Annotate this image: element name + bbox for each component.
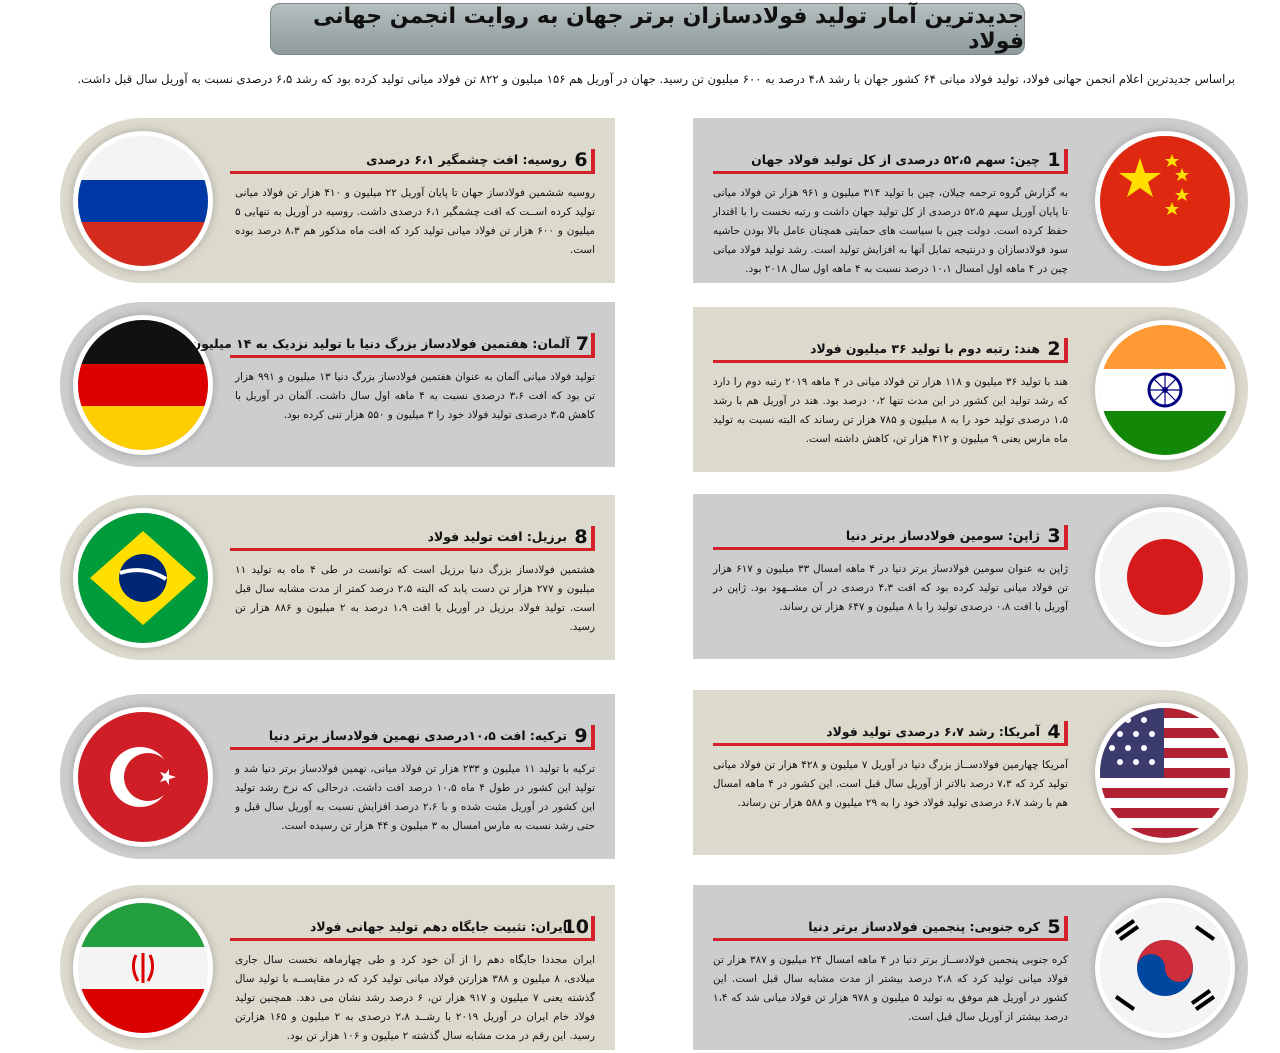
card-body: ترکیه با تولید ۱۱ میلیون و ۲۳۳ هزار تن فولاد میانی، نهمین فولادساز برتر دنیا شد و تولید این کشور در طول ۴ ماه ۱۰،۵ درصد افت داشت. درحالی که نرخ رشد تولید این کشور در آوریل مثبت شده و با ۲،۶ درصد افزایش نسبت به آوریل سال قبل و حتی رشد نسبت به مارس امسال به ۳ میلیون و ۴۴ هزار تن رسیده است. (235, 763, 596, 832)
iran-flag-icon (78, 903, 208, 1033)
card-body: هشتمین فولادساز بزرگ دنیا برزیل است که توانست در طی ۴ ماه به تولید ۱۱ میلیون و ۲۷۷ هزار تن دست یابد که البته ۲،۵ درصد کمتر از مدت مشابه سال قبل است. تولید فولاد برزیل در آوریل با افت ۱،۹ درصد به ۲ میلیون و ۸۸۶ هزار تن رسید. (235, 564, 595, 633)
china-flag-icon (1100, 136, 1230, 266)
card-header (713, 720, 1068, 746)
title-banner (270, 3, 1025, 55)
rank-number: 8 (573, 526, 595, 548)
card-headline: ژاپن: سومین فولادساز برتر دنیا (845, 528, 1040, 543)
card-headline: آلمان: هفتمین فولادساز بزرگ دنیا با تولید نزدیک به ۱۴ میلیون (190, 336, 570, 351)
card-header (230, 724, 595, 750)
card-body: کره جنوبی پنجمین فولادســاز برتر دنیا در ۴ ماهه امسال ۲۴ میلیون و ۳۸۷ هزار تن فولاد میانی تولید کرد که ۲،۸ درصد بیشتر از مدت مشابه سال قبل است. این کشور در آوریل هم موفق به تولید ۵ میلیون و ۹۷۸ هزار تن فولاد میانی شد که ۱،۴ درصد بیشتر از آوریل سال قبل است. (713, 954, 1069, 1023)
card-turkey (60, 694, 615, 859)
rank-number: 4 (1046, 721, 1068, 743)
card-headline: چین: سهم ۵۲،۵ درصدی از کل تولید فولاد جهان (751, 152, 1040, 167)
rank-number: 6 (573, 149, 595, 171)
card-headline: برزیل: افت تولید فولاد (427, 529, 567, 544)
card-header (713, 148, 1068, 174)
rank-number: 3 (1046, 525, 1068, 547)
card-headline: هند: رتبه دوم با تولید ۳۶ میلیون فولاد (810, 341, 1040, 356)
card-japan (693, 494, 1248, 659)
card-header (713, 337, 1068, 363)
korea-flag-icon (1100, 903, 1230, 1033)
card-body: روسیه ششمین فولادساز جهان تا پایان آوریل ۲۲ میلیون و ۴۱۰ هزار تن فولاد میانی تولید کرده اســت که افت چشمگیر ۶،۱ درصدی داشت. روسیه در آوریل به تنهایی ۵ میلیون و ۶۰۰ هزار تن فولاد میانی تولید کرد که افت ماه مذکور هم ۸،۳ درصد بوده است. (235, 187, 595, 256)
card-china (693, 118, 1248, 283)
usa-flag-icon (1100, 708, 1230, 838)
card-body: ایران مجددا جایگاه دهم را از آن خود کرد و طی چهارماهه نخست سال جاری میلادی، ۸ میلیون و ۳۸۸ هزارتن فولاد میانی تولید کرد که در مقایســه با تولید سال گذشته یعنی ۷ میلیون و ۹۱۷ هزار تن، ۶ درصد رشد نشان می دهد. همچنین تولید فولاد خام ایران در آوریل ۲۰۱۹ با رشــد ۲،۸ درصدی به ۲ میلیون و ۱۶۵ هزارتن رسید. این رقم در مدت مشابه سال گذشته ۲ میلیون و ۱۰۶ هزار تن بود. (235, 954, 595, 1042)
rank-number: 10 (573, 916, 595, 938)
card-headline: ایران: تثبیت جایگاه دهم تولید جهانی فولاد (310, 919, 567, 934)
card-header (190, 332, 595, 358)
card-body: آمریکا چهارمین فولادســاز بزرگ دنیا در آوریل ۷ میلیون و ۴۲۸ هزار تن فولاد میانی تولید کرد که ۷،۳ درصد بالاتر از آوریل سال قبل است. این کشور در ۴ ماهه امسال هم با رشد ۶،۷ درصدی تولید فولاد خود را به ۲۹ میلیون و ۵۸۸ هزار تن رساند. (713, 759, 1068, 809)
rank-number: 2 (1046, 338, 1068, 360)
rank-number: 1 (1046, 149, 1068, 171)
card-korea (693, 885, 1248, 1050)
card-header (713, 915, 1068, 941)
card-brazil (60, 495, 615, 660)
card-body: ژاپن به عنوان سومین فولادساز برتر دنیا در ۴ ماهه امسال ۳۳ میلیون و ۶۱۷ هزار تن فولاد میانی تولید کرده بود که افت ۴،۳ درصدی در آن مشــهود بود. ژاپن در آوریل با افت ۰،۸ درصدی تولید را با ۸ میلیون و ۶۴۷ هزار تن رساند. (713, 563, 1069, 613)
card-header (230, 148, 595, 174)
card-russia (60, 118, 615, 283)
card-header (230, 525, 595, 551)
card-germany (60, 302, 615, 467)
rank-number: 9 (573, 725, 595, 747)
card-iran (60, 885, 615, 1050)
card-header (713, 524, 1068, 550)
rank-number: 7 (576, 333, 595, 355)
card-headline: آمریکا: رشد ۶،۷ درصدی تولید فولاد (826, 724, 1040, 739)
intro-text: براساس جدیدترین اعلام انجمن جهانی فولاد، تولید فولاد میانی ۶۴ کشور جهان با رشد ۴،۸ درصد به ۶۰۰ میلیون تن رسید. جهان در آوریل هم ۱۵۶ میلیون و ۸۲۲ تن فولاد میانی تولید کرده بود که رشد ۶،۵ درصدی نسبت به آوریل سال قبل داشت. (77, 72, 1235, 86)
card-header (230, 915, 595, 941)
turkey-flag-icon (78, 712, 208, 842)
card-india (693, 307, 1248, 472)
rank-number: 5 (1046, 916, 1068, 938)
germany-flag-icon (78, 320, 208, 450)
brazil-flag-icon (78, 513, 208, 643)
page-title: جدیدترین آمار تولید فولادسازان برتر جهان به روایت انجمن جهانی فولاد (312, 4, 1024, 54)
card-body: تولید فولاد میانی آلمان به عنوان هفتمین فولادساز بزرگ دنیا ۱۳ میلیون و ۹۹۱ هزار تن بود که افت ۳،۶ درصدی نسبت به ۴ ماهه اول سال داشت. آلمان در آوریل با کاهش ۳،۵ درصدی تولید فولاد خود را ۳ میلیون و ۵۵۰ هزار تنی کرده بود. (235, 371, 596, 421)
japan-flag-icon (1100, 512, 1230, 642)
india-flag-icon (1100, 325, 1230, 455)
russia-flag-icon (78, 136, 208, 266)
card-usa (693, 690, 1248, 855)
card-headline: روسیه: افت چشمگیر ۶،۱ درصدی (366, 152, 567, 167)
card-headline: کره جنوبی: پنجمین فولادساز برتر دنیا (808, 919, 1040, 934)
card-body: هند با تولید ۳۶ میلیون و ۱۱۸ هزار تن فولاد میانی در ۴ ماهه ۲۰۱۹ رتبه دوم را دارد که رشد تولید این کشور در این مدت تنها ۰،۲ درصد بود. هند در آوریل هم با رشد ۱،۵ درصدی تولید خود را به ۸ میلیون و ۷۸۵ هزار تن رساند که البته نسبت به تولید ماه مارس یعنی ۹ میلیون و ۴۱۲ هزار تن، کاهش داشته است. (713, 376, 1068, 445)
card-body: به گزارش گروه ترجمه چیلان، چین با تولید ۳۱۴ میلیون و ۹۶۱ هزار تن فولاد میانی تا پایان آوریل سهم ۵۲،۵ درصدی از کل تولید جهان داشت و رتبه نخست را با اقتدار حفظ کرده است. دولت چین با سیاست های حمایتی همچنان عامل بالا بودن حاشیه سود فولادسازان و درنتیجه تمایل آنها به افزایش تولید است. رشد تولید فولاد میانی چین در ۴ ماهه اول امسال ۱۰،۱ درصد نسبت به ۴ ماهه اول سال ۲۰۱۸ بود. (713, 187, 1068, 275)
card-headline: ترکیه: افت ۱۰،۵درصدی نهمین فولادساز برتر دنیا (268, 728, 567, 743)
